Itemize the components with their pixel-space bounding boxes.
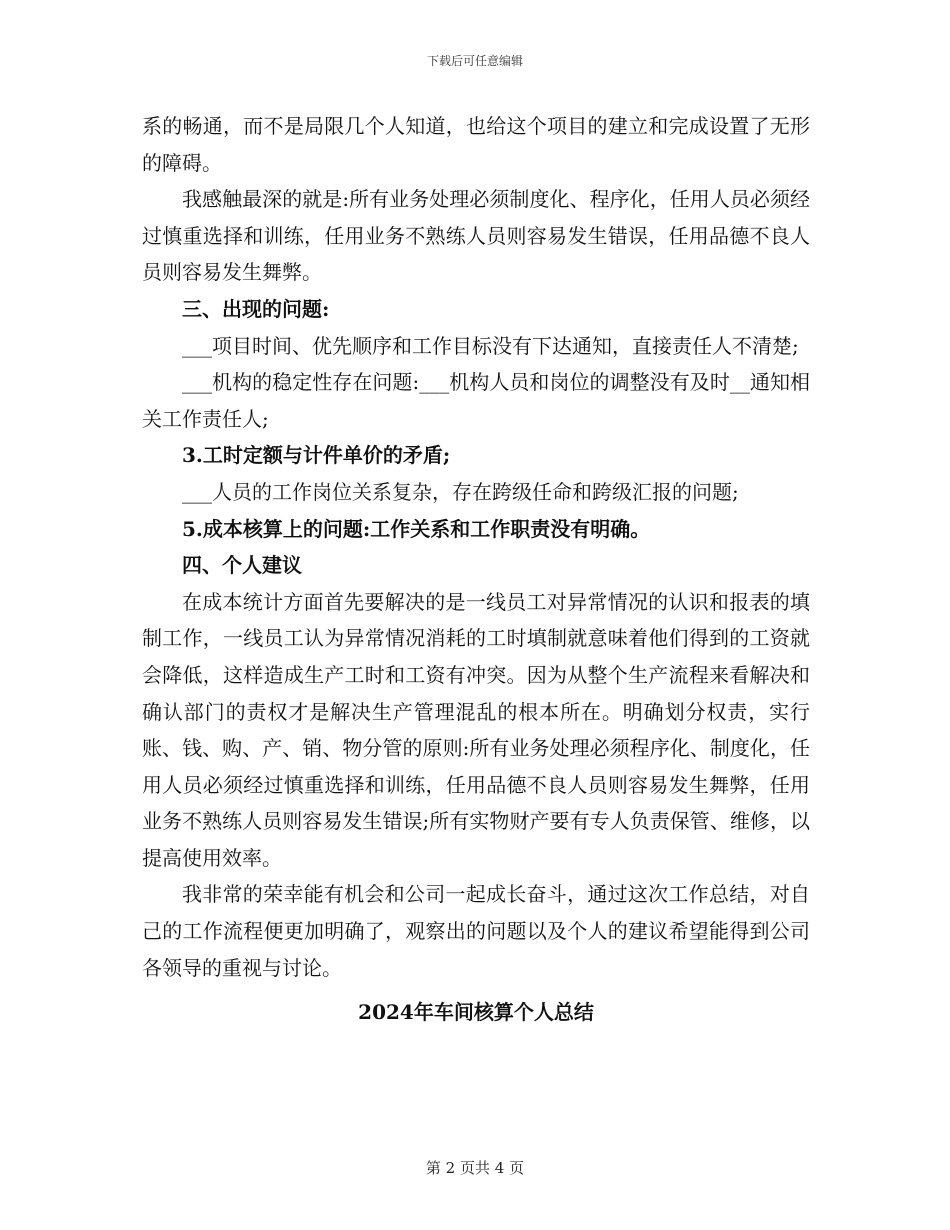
- paragraph: 系的畅通，而不是局限几个人知道，也给这个项目的建立和完成设置了无形的障碍。: [142, 114, 810, 175]
- next-document-title: 2024年车间核算个人总结: [358, 1000, 594, 1025]
- paragraph: 我非常的荣幸能有机会和公司一起成长奋斗，通过这次工作总结，对自己的工作流程便更加明确了，观察出的问题以及个人的建议希望能得到公司各领导的重视与讨论。: [142, 882, 810, 980]
- paragraph: ___机构的稳定性存在问题:___机构人员和岗位的调整没有及时__通知相关工作责任人;: [142, 370, 810, 431]
- page-number: 第 2 页共 4 页: [425, 1159, 525, 1177]
- list-item-heading: 5.成本核算上的问题:工作关系和工作职责没有明确。: [182, 516, 651, 541]
- section-heading: 三、出现的问题:: [182, 296, 330, 321]
- paragraph: ___人员的工作岗位关系复杂，存在跨级任命和跨级汇报的问题;: [182, 479, 739, 504]
- document-body: [142, 108, 810, 1031]
- paragraph: ___项目时间、优先顺序和工作目标没有下达通知，直接责任人不清楚;: [182, 333, 799, 358]
- section-heading: 四、个人建议: [182, 553, 302, 578]
- paragraph: 我感触最深的就是:所有业务处理必须制度化、程序化，任用人员必须经过慎重选择和训练，任用业务不熟练人员则容易发生错误，任用品德不良人员则容易发生舞弊。: [142, 187, 810, 285]
- page-header: 下载后可任意编辑: [426, 54, 523, 68]
- list-item-heading: 3.工时定额与计件单价的矛盾;: [182, 443, 451, 468]
- paragraph: 在成本统计方面首先要解决的是一线员工对异常情况的认识和报表的填制工作，一线员工认为异常情况消耗的工时填制就意味着他们得到的工资就会降低，这样造成生产工时和工资有冲突。因为从整个生产流程来看解决和确认部门的责权才是解决生产管理混乱的根本所在。明确划分权责，实行账、钱、购、产、销、物分管的原则:所有业务处理必须程序化、制度化，任用人员必须经过慎重选择和训练，任用品德不良人员则容易发生舞弊，任用业务不熟练人员则容易发生错误;所有实物财产要有专人负责保管、维修，以提高使用效率。: [142, 589, 810, 870]
